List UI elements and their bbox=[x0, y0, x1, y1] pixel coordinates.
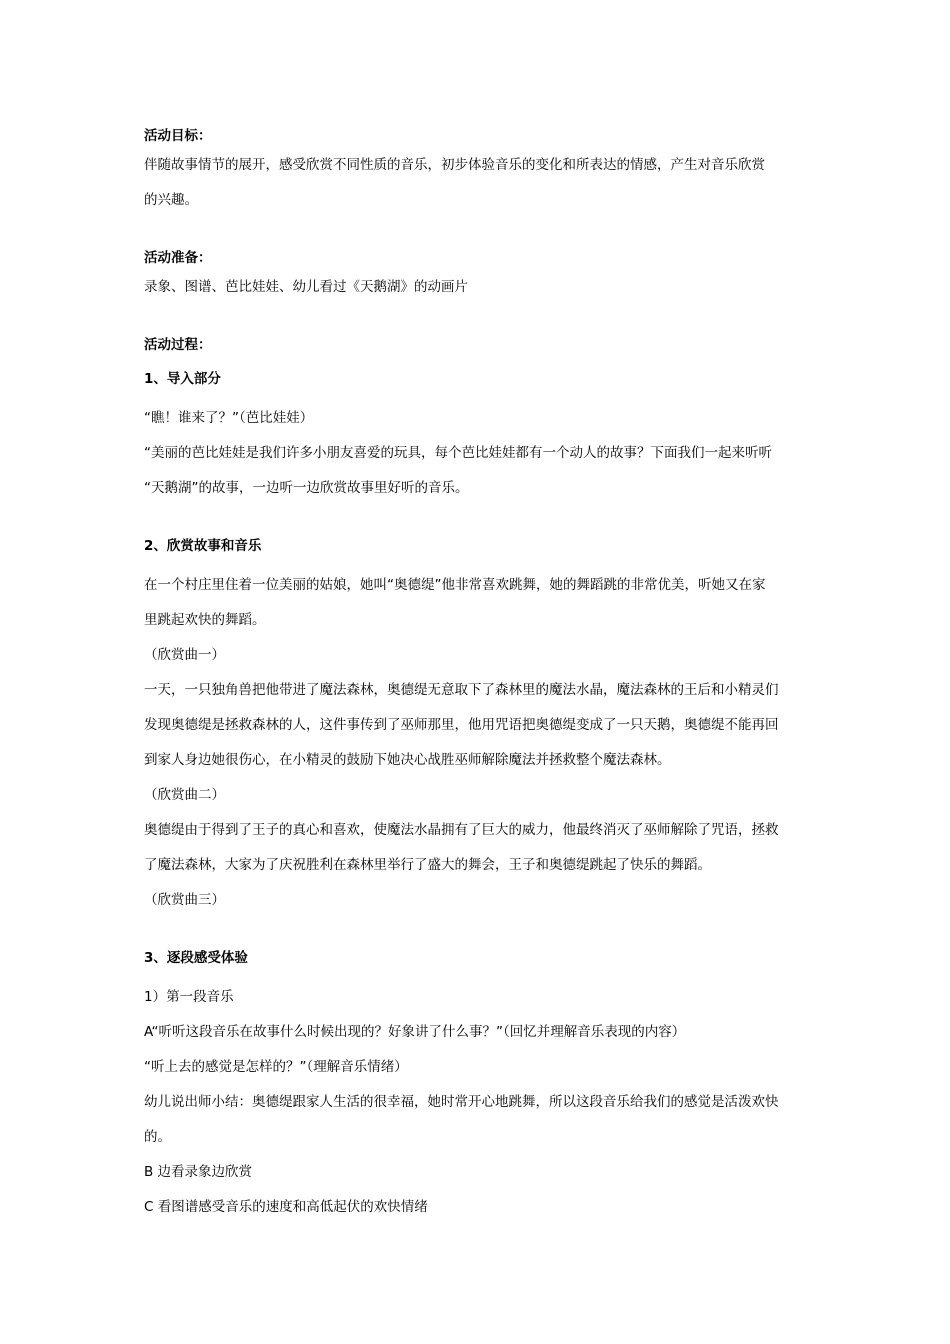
goals-line-2: 的兴趣。 bbox=[144, 192, 198, 208]
part3-heading: 3、逐段感受体验 bbox=[144, 950, 248, 966]
part2-line-10: （欣赏曲三） bbox=[144, 892, 225, 908]
part2-line-2: 里跳起欢快的舞蹈。 bbox=[144, 612, 266, 628]
part3-line-5: 的。 bbox=[144, 1129, 171, 1145]
part3-line-6: B 边看录象边欣赏 bbox=[144, 1164, 253, 1180]
part2-line-7: （欣赏曲二） bbox=[144, 787, 225, 803]
spacer bbox=[144, 391, 814, 401]
part2-line-9: 了魔法森林，大家为了庆祝胜利在森林里举行了盛大的舞会，王子和奥德缇跳起了快乐的舞蹈。 bbox=[144, 857, 711, 873]
goals-line-1: 伴随故事情节的展开，感受欣赏不同性质的音乐，初步体验音乐的变化和所表达的情感，产生对音乐欣赏 bbox=[144, 157, 765, 173]
goals-heading: 活动目标： bbox=[144, 128, 212, 144]
spacer bbox=[144, 558, 814, 568]
spacer bbox=[144, 506, 814, 534]
part2-line-4: 一天，一只独角兽把他带进了魔法森林，奥德缇无意取下了森林里的魔法水晶，魔法森林的王后和小精灵们 bbox=[144, 682, 779, 698]
part2-heading: 2、欣赏故事和音乐 bbox=[144, 538, 262, 554]
prep-heading: 活动准备： bbox=[144, 250, 212, 266]
part1-heading: 1、导入部分 bbox=[144, 371, 221, 387]
process-heading: 活动过程： bbox=[144, 337, 212, 353]
prep-line: 录象、图谱、芭比娃娃、幼儿看过《天鹅湖》的动画片 bbox=[144, 279, 468, 295]
part1-line-1: “瞧！谁来了？”（芭比娃娃） bbox=[144, 410, 314, 426]
part2-line-3: （欣赏曲一） bbox=[144, 647, 225, 663]
spacer bbox=[144, 218, 814, 246]
part3-line-2: A“听听这段音乐在故事什么时候出现的？好象讲了什么事？”（回忆并理解音乐表现的内容） bbox=[144, 1024, 686, 1040]
part2-line-6: 到家人身边她很伤心，在小精灵的鼓励下她决心战胜巫师解除魔法并拯救整个魔法森林。 bbox=[144, 752, 671, 768]
spacer bbox=[144, 305, 814, 333]
part2-line-8: 奥德缇由于得到了王子的真心和喜欢，使魔法水晶拥有了巨大的威力，他最终消灭了巫师解除了咒语，拯救 bbox=[144, 822, 779, 838]
spacer bbox=[144, 918, 814, 946]
part1-line-3: “天鹅湖”的故事，一边听一边欣赏故事里好听的音乐。 bbox=[144, 480, 469, 496]
part2-line-5: 发现奥德缇是拯救森林的人，这件事传到了巫师那里，他用咒语把奥德缇变成了一只天鹅，奥德缇不能再回 bbox=[144, 717, 779, 733]
part3-line-7: C 看图谱感受音乐的速度和高低起伏的欢快情绪 bbox=[144, 1199, 428, 1215]
part3-line-3: “听上去的感觉是怎样的？”（理解音乐情绪） bbox=[144, 1059, 408, 1075]
part3-line-4: 幼儿说出师小结：奥德缇跟家人生活的很幸福，她时常开心地跳舞，所以这段音乐给我们的感觉是活泼欢快 bbox=[144, 1094, 779, 1110]
spacer bbox=[144, 357, 814, 367]
part1-line-2: “美丽的芭比娃娃是我们许多小朋友喜爱的玩具，每个芭比娃娃都有一个动人的故事？下面我们一起来听听 bbox=[144, 445, 772, 461]
document-body bbox=[144, 124, 814, 1225]
part3-line-1: 1）第一段音乐 bbox=[144, 989, 234, 1005]
spacer bbox=[144, 970, 814, 980]
part2-line-1: 在一个村庄里住着一位美丽的姑娘，她叫“奥德缇”他非常喜欢跳舞，她的舞蹈跳的非常优美，听她又在家 bbox=[144, 577, 766, 593]
